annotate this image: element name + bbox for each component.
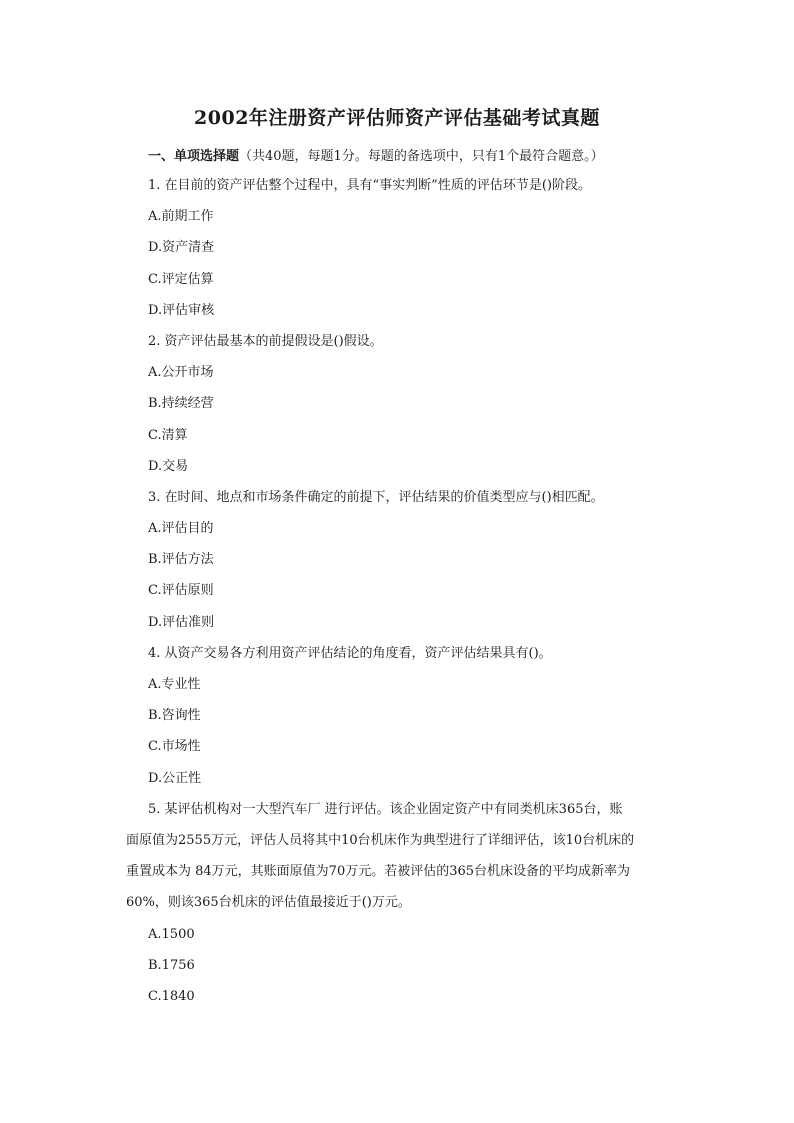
- answer-option: D.资产清查: [148, 240, 215, 256]
- answer-option: D.评估准则: [148, 614, 215, 630]
- answer-option: A.前期工作: [148, 209, 214, 225]
- answer-option: C.评定估算: [148, 271, 214, 287]
- answer-option: B.咨询性: [148, 708, 201, 724]
- answer-option: D.公正性: [148, 770, 202, 786]
- answer-option: B.1756: [148, 957, 195, 973]
- answer-option: A.1500: [148, 926, 195, 942]
- section-heading: 一、单项选择题: [148, 149, 240, 164]
- answer-option: C.清算: [148, 427, 188, 443]
- answer-option: B.评估方法: [148, 552, 214, 568]
- question-list: [126, 176, 678, 1018]
- document-title: 2002年注册资产评估师资产评估基础考试真题: [194, 107, 600, 129]
- answer-option: C.市场性: [148, 739, 201, 755]
- question-stem-line: 面原值为2555万元，评估人员将其中10台机床作为典型进行了详细评估，该10台机床的: [126, 832, 635, 848]
- answer-option: A.专业性: [148, 677, 201, 692]
- answer-option: D.交易: [148, 458, 189, 474]
- answer-option: D.评估审核: [148, 302, 215, 318]
- answer-option: C.评估原则: [148, 583, 214, 599]
- question-stem: 2. 资产评估最基本的前提假设是()假设。: [148, 333, 383, 349]
- question-stem-line: 重置成本为 84万元，其账面原值为70万元。若被评估的365台机床设备的平均成新率为: [126, 864, 631, 880]
- question-stem: 3. 在时间、地点和市场条件确定的前提下，评估结果的价值类型应与()相匹配。: [148, 489, 604, 505]
- answer-option: A.评估目的: [148, 521, 214, 537]
- question-stem: 4. 从资产交易各方利用资产评估结论的角度看，资产评估结果具有()。: [148, 645, 552, 661]
- question-stem-multiline: [126, 800, 678, 925]
- question-stem-line: 5. 某评估机构对一大型汽车厂 进行评估。该企业固定资产中有同类机床365台，账: [148, 801, 623, 817]
- section-header: [148, 145, 604, 164]
- answer-option: C.1840: [148, 988, 195, 1004]
- question-stem: 1. 在目前的资产评估整个过程中，具有“事实判断”性质的评估环节是()阶段。: [148, 178, 591, 193]
- section-note: （共40题，每题1分。每题的备选项中，只有1个最符合题意。）: [239, 149, 604, 164]
- answer-option: A.公开市场: [148, 365, 214, 381]
- answer-option: B.持续经营: [148, 396, 214, 412]
- question-stem-line: 60%，则该365台机床的评估值最接近于()万元。: [126, 895, 411, 911]
